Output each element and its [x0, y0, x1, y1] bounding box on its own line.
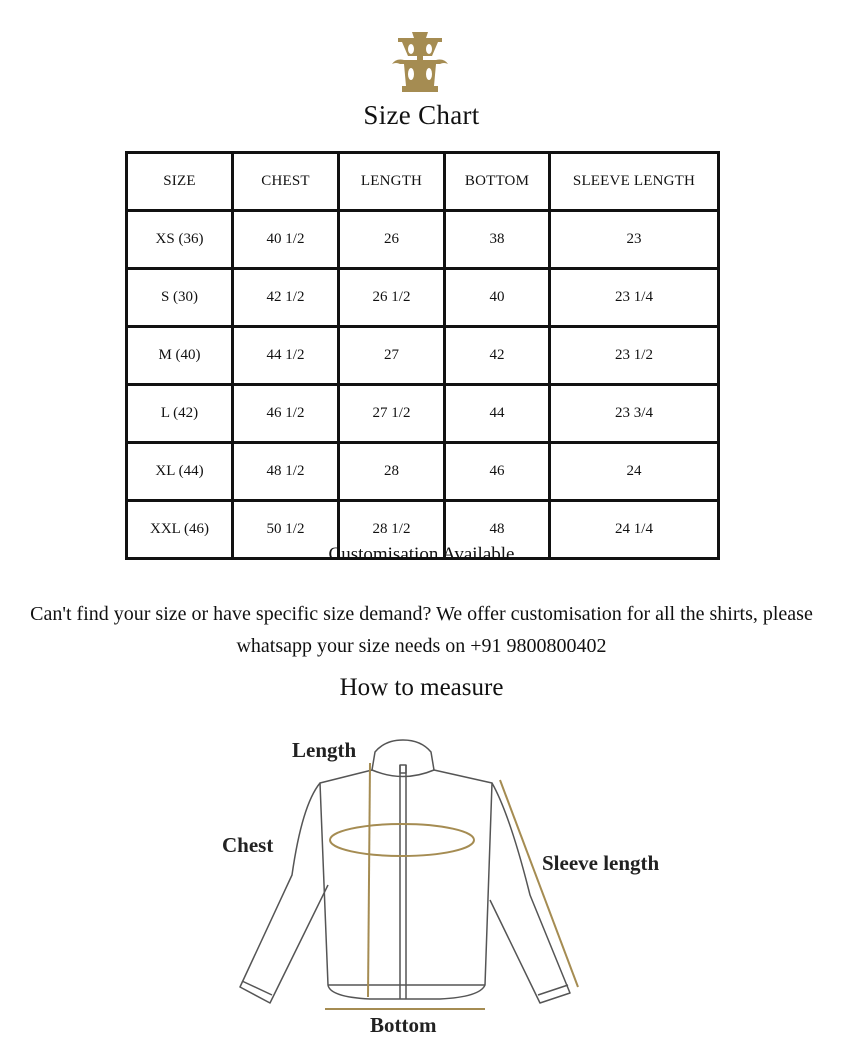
table-cell: 50 1/2 [233, 501, 339, 559]
table-cell: 23 1/2 [550, 327, 719, 385]
table-row [127, 385, 719, 443]
column-header: SIZE [127, 153, 233, 211]
customisation-heading: Customisation Available [328, 544, 515, 565]
table-cell: 28 1/2 [339, 501, 445, 559]
table-cell: 23 [550, 211, 719, 269]
chest-label: Chest [222, 833, 274, 857]
table-cell: 24 1/4 [550, 501, 719, 559]
table-cell: 48 [445, 501, 550, 559]
how-to-measure-heading: How to measure [339, 674, 504, 701]
table-cell: 27 [339, 327, 445, 385]
table-cell: 42 [445, 327, 550, 385]
table-cell: XS (36) [127, 211, 233, 269]
monogram-crest-icon [388, 30, 452, 96]
length-label: Length [292, 738, 357, 762]
column-header: CHEST [233, 153, 339, 211]
table-cell: 42 1/2 [233, 269, 339, 327]
table-cell: 26 [339, 211, 445, 269]
table-row [127, 269, 719, 327]
table-cell: 28 [339, 443, 445, 501]
table-row [127, 211, 719, 269]
table-cell: XXL (46) [127, 501, 233, 559]
table-cell: 24 [550, 443, 719, 501]
table-cell: 23 3/4 [550, 385, 719, 443]
table-cell: 38 [445, 211, 550, 269]
customisation-text: Can't find your size or have specific size demand? We offer customisation for all the shirts, please whatsapp your size needs on +91 9800800402 [30, 603, 813, 657]
table-cell: M (40) [127, 327, 233, 385]
table-cell: 48 1/2 [233, 443, 339, 501]
table-cell: 46 [445, 443, 550, 501]
table-cell: 44 [445, 385, 550, 443]
table-cell: S (30) [127, 269, 233, 327]
page-title: Size Chart [363, 100, 480, 130]
table-row [127, 443, 719, 501]
jacket-outline-icon [210, 725, 680, 1045]
column-header: SLEEVE LENGTH [550, 153, 719, 211]
table-header-row [127, 153, 719, 211]
sleeve-length-label: Sleeve length [542, 851, 660, 875]
table-cell: 40 1/2 [233, 211, 339, 269]
column-header: LENGTH [339, 153, 445, 211]
bottom-label: Bottom [370, 1013, 437, 1037]
table-cell: L (42) [127, 385, 233, 443]
table-cell: 27 1/2 [339, 385, 445, 443]
table-cell: 40 [445, 269, 550, 327]
measurement-diagram [210, 725, 680, 1045]
table-cell: 26 1/2 [339, 269, 445, 327]
table-cell: 46 1/2 [233, 385, 339, 443]
column-header: BOTTOM [445, 153, 550, 211]
size-chart-table [125, 151, 720, 560]
table-cell: 44 1/2 [233, 327, 339, 385]
table-cell: 23 1/4 [550, 269, 719, 327]
table-cell: XL (44) [127, 443, 233, 501]
table-row [127, 327, 719, 385]
